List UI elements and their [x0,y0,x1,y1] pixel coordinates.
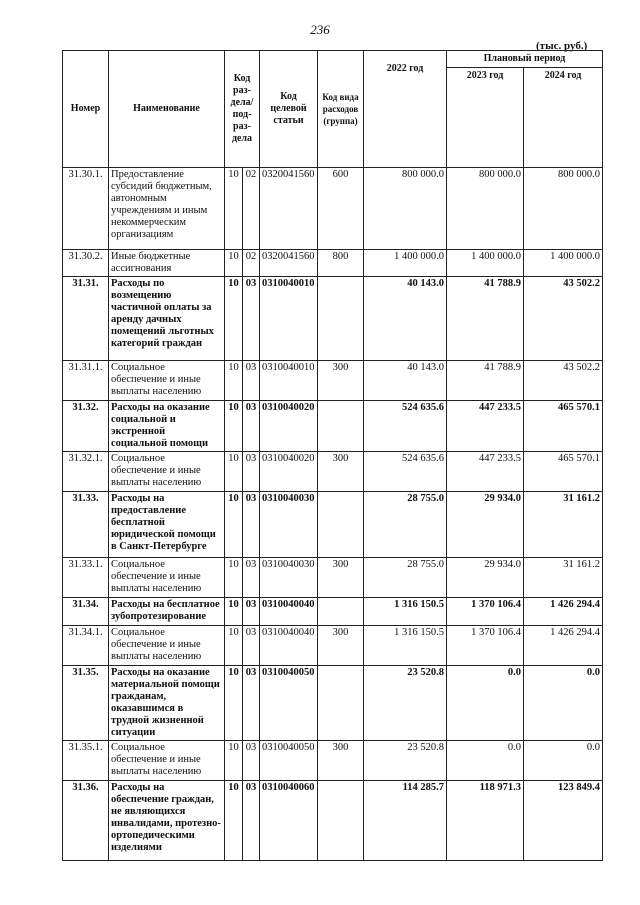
row-section: 10 [225,452,243,492]
row-target-code: 0310040020 [260,452,318,492]
row-2024-value: 0.0 [524,741,603,781]
row-2023-value: 29 934.0 [447,558,524,598]
header-target-code: Код целевой статьи [260,51,318,168]
table-row [63,741,603,781]
row-expense-code [318,492,364,558]
header-section-code: Код раз-дела/ под-раз-дела [225,51,260,168]
row-number: 31.36. [63,781,109,861]
row-subsection: 03 [243,781,260,861]
row-2023-value: 1 370 106.4 [447,626,524,666]
table-row [63,598,603,626]
row-target-code: 0310040030 [260,492,318,558]
table-row [63,666,603,741]
row-2022-value: 23 520.8 [364,666,447,741]
table-row [63,492,603,558]
row-2023-value: 0.0 [447,741,524,781]
row-2022-value: 40 143.0 [364,277,447,361]
row-number: 31.35.1. [63,741,109,781]
row-2023-value: 0.0 [447,666,524,741]
row-expense-code: 800 [318,250,364,277]
row-2024-value: 31 161.2 [524,558,603,598]
row-target-code: 0310040040 [260,626,318,666]
header-number: Номер [63,51,109,168]
row-subsection: 03 [243,741,260,781]
row-target-code: 0310040030 [260,558,318,598]
row-number: 31.31. [63,277,109,361]
row-2022-value: 28 755.0 [364,492,447,558]
row-expense-code: 300 [318,626,364,666]
row-2022-value: 1 316 150.5 [364,626,447,666]
row-2022-value: 1 400 000.0 [364,250,447,277]
row-expense-code [318,277,364,361]
row-2023-value: 41 788.9 [447,361,524,401]
row-target-code: 0310040020 [260,401,318,452]
row-section: 10 [225,598,243,626]
row-2024-value: 1 426 294.4 [524,626,603,666]
row-name: Социальное обеспечение и иные выплаты населению [109,452,225,492]
row-2022-value: 23 520.8 [364,741,447,781]
row-expense-code [318,598,364,626]
row-target-code: 0310040010 [260,361,318,401]
row-subsection: 03 [243,558,260,598]
row-2024-value: 43 502.2 [524,277,603,361]
row-2024-value: 465 570.1 [524,401,603,452]
row-2023-value: 29 934.0 [447,492,524,558]
row-number: 31.34.1. [63,626,109,666]
row-2023-value: 1 370 106.4 [447,598,524,626]
row-2024-value: 0.0 [524,666,603,741]
row-section: 10 [225,741,243,781]
row-2024-value: 1 400 000.0 [524,250,603,277]
units-label: (тыс. руб.) [536,40,588,52]
table-row [63,558,603,598]
row-2024-value: 465 570.1 [524,452,603,492]
row-name: Социальное обеспечение и иные выплаты населению [109,361,225,401]
header-2022: 2022 год [364,51,447,168]
row-section: 10 [225,492,243,558]
row-section: 10 [225,781,243,861]
row-expense-code [318,401,364,452]
row-target-code: 0320041560 [260,250,318,277]
row-2022-value: 1 316 150.5 [364,598,447,626]
row-subsection: 03 [243,492,260,558]
row-expense-code: 300 [318,558,364,598]
row-name: Расходы на обеспечение граждан, не являющихся инвалидами, протезно-ортопедическими изделиями [109,781,225,861]
row-number: 31.31.1. [63,361,109,401]
table-row [63,452,603,492]
row-subsection: 03 [243,666,260,741]
table-row [63,277,603,361]
row-name: Иные бюджетные ассигнования [109,250,225,277]
row-target-code: 0310040050 [260,741,318,781]
row-2024-value: 123 849.4 [524,781,603,861]
row-2023-value: 800 000.0 [447,168,524,250]
row-expense-code [318,666,364,741]
row-name: Расходы на предоставление бесплатной юридической помощи в Санкт-Петербурге [109,492,225,558]
row-subsection: 03 [243,277,260,361]
row-2023-value: 1 400 000.0 [447,250,524,277]
row-2022-value: 524 635.6 [364,401,447,452]
row-2023-value: 41 788.9 [447,277,524,361]
row-2024-value: 800 000.0 [524,168,603,250]
row-2024-value: 43 502.2 [524,361,603,401]
row-2022-value: 114 285.7 [364,781,447,861]
header-plan-period: Плановый период [447,51,603,68]
row-number: 31.30.2. [63,250,109,277]
row-subsection: 02 [243,168,260,250]
row-name: Социальное обеспечение и иные выплаты населению [109,558,225,598]
row-number: 31.32. [63,401,109,452]
row-section: 10 [225,401,243,452]
table-row [63,781,603,861]
row-name: Расходы на оказание материальной помощи гражданам, оказавшимся в трудной жизненной ситуации [109,666,225,741]
row-name: Предоставление субсидий бюджетным, автономным учреждениям и иным некоммерческим организациям [109,168,225,250]
row-2023-value: 447 233.5 [447,452,524,492]
row-section: 10 [225,361,243,401]
row-2022-value: 800 000.0 [364,168,447,250]
row-subsection: 03 [243,598,260,626]
row-name: Расходы по возмещению частичной оплаты за аренду дачных помещений льготных категорий граждан [109,277,225,361]
row-name: Социальное обеспечение и иные выплаты населению [109,741,225,781]
row-number: 31.33. [63,492,109,558]
page-number: 236 [310,22,330,37]
row-number: 31.32.1. [63,452,109,492]
row-number: 31.33.1. [63,558,109,598]
row-name: Расходы на бесплатное зубопротезирование [109,598,225,626]
table-row [63,168,603,250]
row-name: Социальное обеспечение и иные выплаты населению [109,626,225,666]
row-subsection: 03 [243,626,260,666]
row-subsection: 03 [243,361,260,401]
row-2023-value: 118 971.3 [447,781,524,861]
table-row [63,401,603,452]
row-section: 10 [225,250,243,277]
row-2024-value: 31 161.2 [524,492,603,558]
row-section: 10 [225,558,243,598]
row-2022-value: 524 635.6 [364,452,447,492]
budget-table [62,50,603,861]
header-2023: 2023 год [447,68,524,168]
row-number: 31.34. [63,598,109,626]
row-subsection: 02 [243,250,260,277]
row-target-code: 0310040040 [260,598,318,626]
row-2023-value: 447 233.5 [447,401,524,452]
row-number: 31.35. [63,666,109,741]
row-target-code: 0310040050 [260,666,318,741]
row-target-code: 0310040010 [260,277,318,361]
row-2024-value: 1 426 294.4 [524,598,603,626]
row-section: 10 [225,626,243,666]
row-name: Расходы на оказание социальной и экстренной социальной помощи [109,401,225,452]
row-target-code: 0320041560 [260,168,318,250]
table-row [63,250,603,277]
row-expense-code [318,781,364,861]
row-expense-code: 600 [318,168,364,250]
row-number: 31.30.1. [63,168,109,250]
header-expense-code: Код вида расходов (группа) [318,51,364,168]
header-2024: 2024 год [524,68,603,168]
row-subsection: 03 [243,401,260,452]
row-target-code: 0310040060 [260,781,318,861]
row-section: 10 [225,666,243,741]
row-subsection: 03 [243,452,260,492]
table-row [63,626,603,666]
row-2022-value: 28 755.0 [364,558,447,598]
row-expense-code: 300 [318,361,364,401]
row-section: 10 [225,168,243,250]
row-2022-value: 40 143.0 [364,361,447,401]
table-row [63,361,603,401]
row-section: 10 [225,277,243,361]
header-name: Наименование [109,51,225,168]
row-expense-code: 300 [318,741,364,781]
row-expense-code: 300 [318,452,364,492]
